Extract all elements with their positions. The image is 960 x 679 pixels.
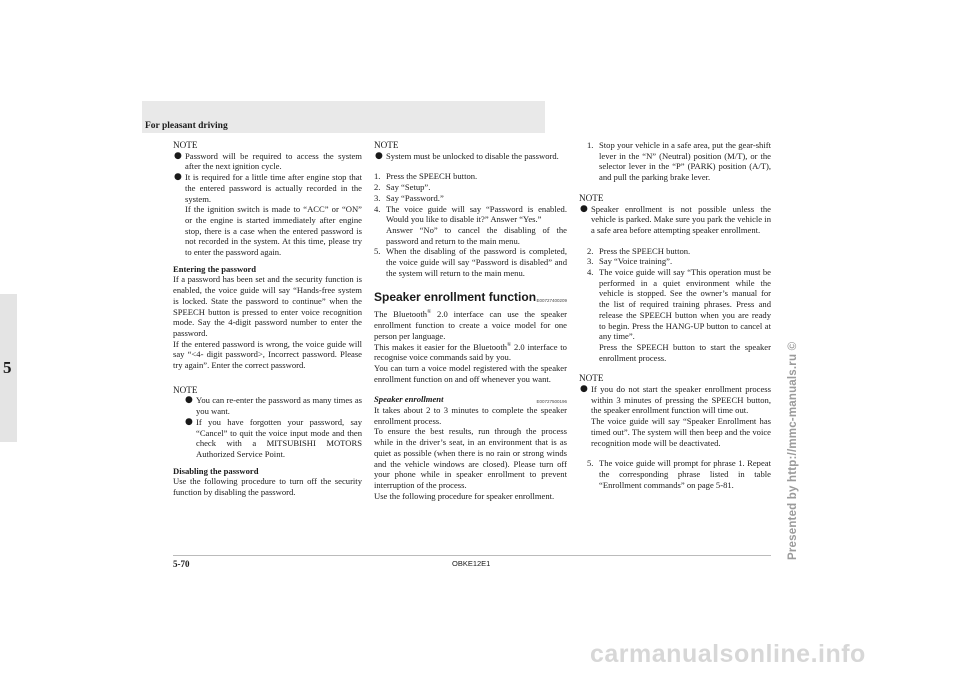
chapter-number: 5: [3, 358, 12, 377]
subsection-heading: Speaker enrollment E00727500196: [374, 394, 567, 405]
column-1: [173, 140, 362, 498]
note-item: ● If you do not start the speaker enrollment process within 3 minutes of pressing the SPEECH button, the speaker enrollment function will time out. The voice guide will say “Speaker Enrollment has timed out”. The system will then beep and the voice recognition mode will be deactivated.: [580, 384, 771, 448]
note-list: [173, 151, 362, 258]
paragraph: If the entered password is wrong, the voice guide will say “<4- digit password>, Incorrect password. Please try again”. Enter the correct password.: [173, 338, 362, 371]
document-code: OBKE12E1: [452, 559, 491, 568]
section-code: E00727400209: [536, 298, 567, 304]
bullet-icon: ●: [185, 395, 193, 406]
paragraph: This makes it easier for the Bluetooth® 2.0 interface to recognise voice commands said by you.: [374, 341, 567, 363]
steps-list: [579, 140, 771, 183]
note-item: ● If you have forgotten your password, say “Cancel” to quit the voice input mode and then check with a MITSUBISHI MOTORS Authorized Service Point.: [185, 416, 362, 459]
subsection-code: E00727500196: [536, 399, 567, 405]
steps-list: [374, 171, 567, 278]
note-item: ● Password will be required to access the system after the next ignition cycle.: [174, 150, 362, 172]
note-list: [579, 384, 771, 448]
step-item: 5. The voice guide will prompt for phrase 1. Repeat the corresponding phrase listed in table “Enrollment commands” on page 5-81.: [587, 458, 771, 490]
note-heading: NOTE: [173, 384, 198, 395]
steps-list: [579, 246, 771, 364]
step-item: 5. When the disabling of the password is completed, the voice guide will say “Password is disabled” and the system will return to the main menu.: [374, 246, 567, 278]
note-heading: NOTE: [579, 192, 604, 203]
page-number: 5-70: [173, 559, 190, 569]
note-list: [173, 395, 362, 459]
paragraph: You can turn a voice model registered with the speaker enrollment function on and off whenever you want.: [374, 362, 567, 384]
step-item: 1. Press the SPEECH button.: [374, 171, 478, 182]
disabling-password-heading: Disabling the password: [173, 465, 259, 476]
section-heading: Speaker enrollment function E00727400209: [374, 290, 567, 305]
column-3: [579, 140, 771, 490]
paragraph: Use the following procedure for speaker enrollment.: [374, 490, 555, 501]
step-item: 2. Say “Setup”.: [374, 182, 431, 193]
bullet-icon: ●: [580, 384, 588, 395]
bullet-icon: ●: [580, 203, 588, 214]
vertical-watermark: Presented by http://mmc-manuals.ru ©: [787, 341, 799, 560]
step-item: 3. Say “Voice training”.: [587, 256, 673, 267]
step-item: 1. Stop your vehicle in a safe area, put the gear-shift lever in the “N” (Neutral) position (M/T), or the selector lever in the “P” (PARK) position (A/T), and pull the parking brake lever.: [587, 140, 771, 183]
bottom-watermark: carmanualsonline.info: [590, 640, 866, 668]
bullet-icon: ●: [174, 172, 182, 183]
bullet-icon: ●: [375, 150, 383, 161]
step-item: 4. The voice guide will say “Password is enabled. Would you like to disable it?” Answer “Yes.” Answer “No” to cancel the disabling of the password and return to the main menu.: [374, 203, 567, 246]
section-header-title: For pleasant driving: [145, 121, 228, 131]
paragraph: To ensure the best results, run through the process while in the driver’s seat, in an environment that is as quiet as possible (when there is no rain or strong winds and the vehicle windows are closed). Please turn off your phone while in speaker enrollment to prevent interruption of the process.: [374, 426, 567, 490]
steps-list: [579, 458, 771, 490]
bullet-icon: ●: [185, 416, 193, 427]
paragraph: Use the following procedure to turn off the security function by disabling the password.: [173, 476, 362, 498]
note-item: ● System must be unlocked to disable the password.: [375, 150, 559, 161]
note-list: [374, 151, 567, 162]
paragraph: It takes about 2 to 3 minutes to complete the speaker enrollment process.: [374, 405, 567, 426]
footer-divider: [173, 555, 771, 556]
note-heading: NOTE: [579, 373, 604, 384]
note-item: ● It is required for a little time after engine stop that the entered password is actually recorded in the system. If the ignition switch is made to “ACC” or “ON” or the engine is started immediately after engine stop, there is a case when the entered password is not recorded in the system. At this time, please try to enter the password again.: [174, 172, 362, 258]
note-item: ● You can re-enter the password as many times as you want.: [185, 395, 362, 417]
bullet-icon: ●: [174, 150, 182, 161]
note-heading: NOTE: [374, 140, 399, 150]
step-item: 4. The voice guide will say “This operation must be performed in a quiet environment while the vehicle is stopped. See the owner’s manual for the list of required training phrases. Press and release the SPEECH button when you are ready to begin. Press the HANG-UP button to cancel at any time”. Press the SPEECH button to start the speaker enrollment process.: [587, 267, 771, 363]
column-2: [374, 140, 567, 501]
note-list: [579, 204, 771, 236]
paragraph: If a password has been set and the security function is enabled, the voice guide will say “Hands-free system is locked. State the password to continue” when the SPEECH button is pressed to enter voice recognition mode. Say the 4-digit password number to enter the password.: [173, 274, 362, 338]
entering-password-heading: Entering the password: [173, 263, 257, 274]
step-item: 3. Say “Password.”: [374, 192, 444, 203]
note-heading: NOTE: [173, 140, 198, 150]
paragraph: The Bluetooth® 2.0 interface can use the speaker enrollment function to create a voice model for one person per language.: [374, 309, 567, 341]
note-item: ● Speaker enrollment is not possible unless the vehicle is parked. Make sure you park the vehicle in a safe area before attempting speaker enrollment.: [580, 203, 771, 235]
step-item: 2. Press the SPEECH button.: [587, 245, 691, 256]
